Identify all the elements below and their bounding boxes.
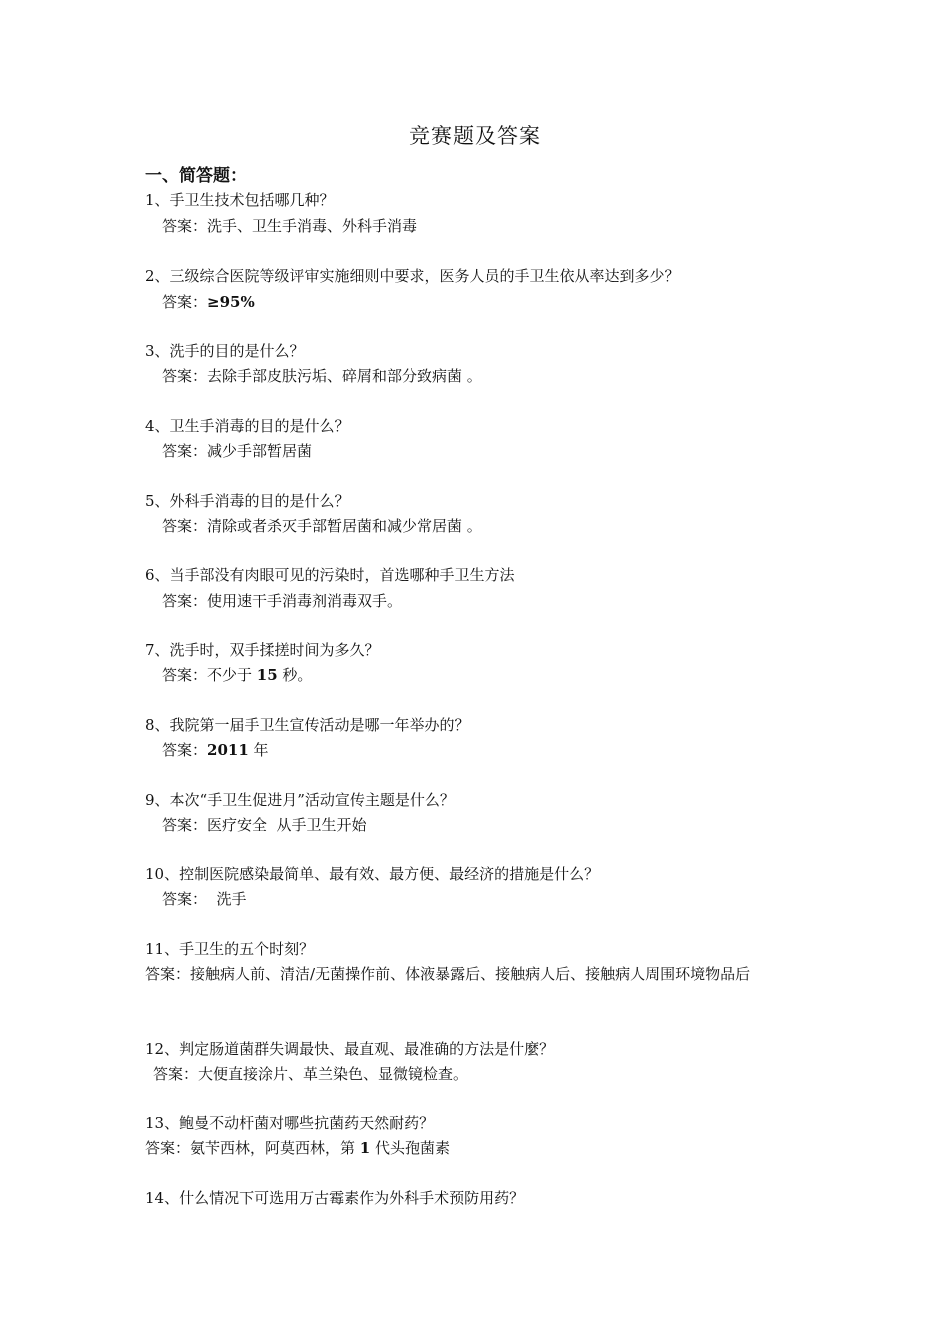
answer-1: 答案：洗手、卫生手消毒、外科手消毒	[162, 217, 418, 235]
answer-13: 答案：氨苄西林，阿莫西林，第 1 代头孢菌素	[145, 1139, 450, 1157]
question-14: 14、什么情况下可选用万古霉素作为外科手术预防用药？	[145, 1189, 525, 1207]
section-heading: 一、简答题：	[145, 166, 247, 186]
answer-12: 答案：大便直接涂片、革兰染色、显微镜检查。	[153, 1065, 469, 1083]
question-4: 4、卫生手消毒的目的是什么？	[145, 417, 350, 435]
question-5: 5、外科手消毒的目的是什么？	[145, 492, 350, 510]
question-13: 13、鲍曼不动杆菌对哪些抗菌药天然耐药？	[145, 1114, 435, 1132]
answer-6: 答案：使用速干手消毒剂消毒双手。	[162, 592, 403, 610]
answer-2: 答案：≥95%	[162, 293, 255, 311]
question-10: 10、控制医院感染最简单、最有效、最方便、最经济的措施是什么？	[145, 865, 600, 883]
answer-11: 答案：接触病人前、清洁/无菌操作前、体液暴露后、接触病人后、接触病人周围环境物品后	[145, 965, 751, 983]
question-2: 2、三级综合医院等级评审实施细则中要求，医务人员的手卫生依从率达到多少？	[145, 267, 680, 285]
question-1: 1、手卫生技术包括哪几种？	[145, 191, 335, 209]
question-6: 6、当手部没有肉眼可见的污染时，首选哪种手卫生方法	[145, 566, 515, 584]
answer-4: 答案：减少手部暂居菌	[162, 442, 313, 460]
answer-9: 答案：医疗安全 从手卫生开始	[162, 816, 367, 834]
question-12: 12、判定肠道菌群失调最快、最直观、最准确的方法是什麼？	[145, 1040, 555, 1058]
question-7: 7、洗手时，双手揉搓时间为多久？	[145, 641, 380, 659]
question-9: 9、本次“手卫生促进月”活动宣传主题是什么？	[145, 791, 455, 809]
answer-8: 答案：2011 年	[162, 741, 269, 759]
page-title: 竞赛题及答案	[409, 124, 541, 148]
question-11: 11、手卫生的五个时刻？	[145, 940, 315, 958]
answer-10: 答案： 洗手	[162, 890, 247, 908]
answer-5: 答案：清除或者杀灭手部暂居菌和减少常居菌 。	[162, 517, 482, 535]
answer-7: 答案：不少于 15 秒。	[162, 666, 313, 684]
answer-3: 答案：去除手部皮肤污垢、碎屑和部分致病菌 。	[162, 367, 482, 385]
question-8: 8、我院第一届手卫生宣传活动是哪一年举办的？	[145, 716, 470, 734]
question-3: 3、洗手的目的是什么？	[145, 342, 305, 360]
